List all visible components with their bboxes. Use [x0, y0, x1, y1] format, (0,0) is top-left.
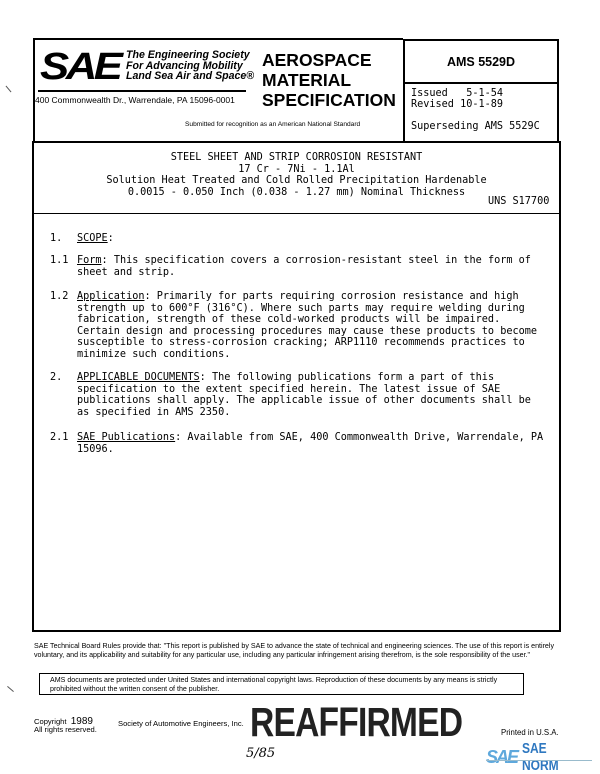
sae-norm-watermark: SAE SAE NORM [486, 740, 559, 774]
sae-logo: SAE [40, 46, 120, 88]
sae-address: 400 Commonwealth Dr., Warrendale, PA 15096-0001 [35, 95, 235, 105]
logo-divider [38, 90, 246, 92]
sae-norm-logo-icon: SAE [486, 746, 518, 767]
uns-number: UNS S17700 [488, 196, 550, 207]
doc-info-box [403, 39, 559, 143]
ansi-note: Submitted for recognition as an American National Standard [185, 121, 361, 128]
doc-dates [405, 84, 557, 136]
issued-date: Issued 5-1-54 [411, 88, 504, 99]
revised-date: Revised 10-1-89 [411, 99, 504, 110]
society-name: Society of Automotive Engineers, Inc. [118, 719, 244, 728]
reaffirmed-stamp: REAFFIRMED [250, 699, 463, 745]
doc-number: AMS 5529D [405, 41, 557, 84]
scan-mark [7, 686, 14, 692]
superseding: Superseding AMS 5529C [411, 121, 540, 132]
title-divider [32, 213, 561, 214]
section-heading: APPLICABLE DOCUMENTS [77, 372, 200, 383]
copyright: Copyright 1989 All rights reserved. [34, 716, 97, 734]
copyright-notice-box: AMS documents are protected under United States and international copyright laws. Reproduction of these documents by any means is strictly prohibited without the written consent of the publisher. [39, 673, 524, 695]
spec-type-title: AEROSPACE MATERIAL SPECIFICATION [262, 50, 396, 110]
sae-tagline: The Engineering Society For Advancing Mobility Land Sea Air and Space® [126, 49, 255, 82]
board-rules-notice: SAE Technical Board Rules provide that: "This report is published by SAE to advance the state of technical and engineering sciences. The use of this report is entirely voluntary, and its applicability and suitability for any particular use, including any particular infringement arising therefrom, is the sole responsibility of the user." [34, 642, 554, 659]
handwritten-date: 5/85 [246, 746, 276, 761]
printed-in: Printed in U.S.A. [501, 728, 559, 737]
watermark-rule [486, 760, 592, 761]
section-heading: Application [77, 291, 145, 302]
section-heading: SAE Publications [77, 432, 176, 443]
document-title: STEEL SHEET AND STRIP CORROSION RESISTANT 17 Cr - 7Ni - 1.1Al Solution Heat Treated and Cold Rolled Precipitation Hardenable 0.0015 - 0.050 Inch (0.038 - 1.27 mm) Nominal Thickness [106, 152, 487, 198]
section-heading: SCOPE [77, 233, 108, 244]
scan-mark [6, 86, 12, 93]
section-heading: Form [77, 255, 102, 266]
